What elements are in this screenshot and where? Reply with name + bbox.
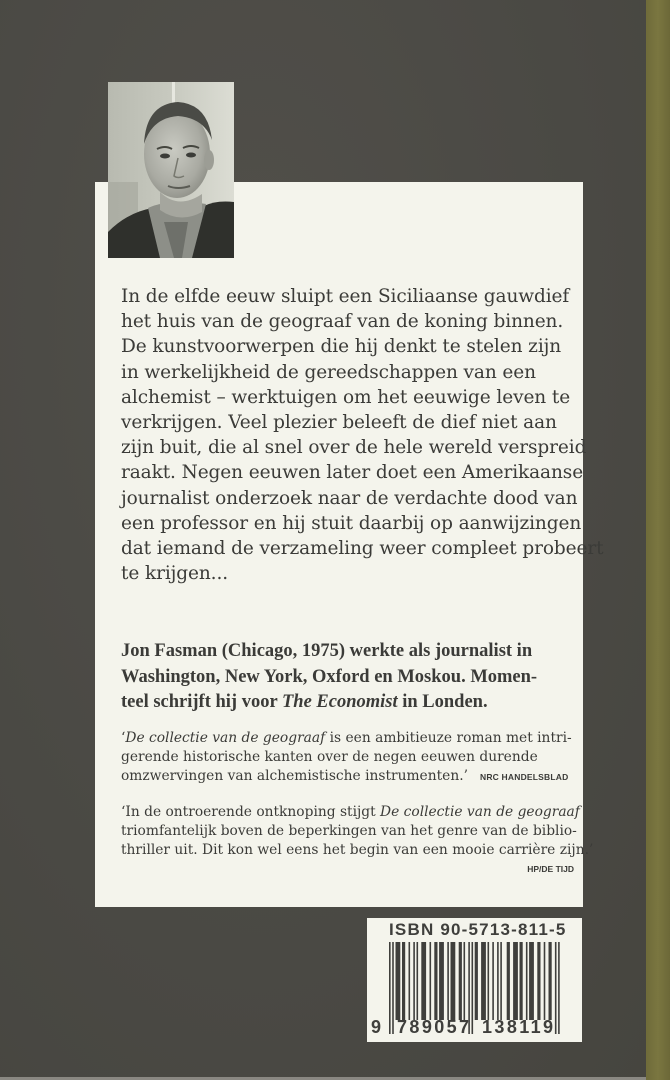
bio-line — [121, 690, 581, 716]
portrait-image — [108, 82, 234, 258]
quote-text: ‘In de ontroerende ontknoping stijgt — [121, 804, 381, 820]
synopsis-line: In de elfde eeuw sluipt een Siciliaanse gauwdief — [121, 286, 570, 307]
synopsis-line: in werkelijkheid de gereedschappen van een — [121, 361, 536, 383]
author-bio — [121, 639, 581, 716]
quote-line: gerende historische kanten over de negen eeuwen durende — [121, 749, 538, 766]
quote-text: omzwervingen van alchemistische instrumenten.’ — [121, 768, 468, 785]
bio-line: Jon Fasman (Chicago, 1975) werkte als journalist in — [121, 641, 533, 661]
quote-line: triomfantelijk boven de beperkingen van het genre van de biblio- — [121, 823, 577, 840]
quote-line: thriller uit. Dit kon wel eens het begin van een mooie carrière zijn.’ — [121, 842, 594, 859]
publication-name: The Economist — [281, 692, 398, 712]
review-quote-hp — [121, 803, 594, 861]
spine-edge-strip — [646, 0, 670, 1080]
book-title: De collectie van de geograaf — [125, 730, 326, 746]
synopsis-line: alchemist – werktuigen om het eeuwige leven te — [121, 386, 571, 408]
bio-text: in Londen. — [397, 692, 488, 712]
review-source: HP/DE TIJD — [527, 864, 574, 874]
synopsis-line: raakt. Negen eeuwen later doet een Amerikaanse — [121, 462, 584, 484]
synopsis-line: zijn buit, die al snel over de hele wereld verspreid — [121, 437, 587, 459]
synopsis-line: te krijgen... — [121, 563, 229, 585]
bio-text: teel schrijft hij voor — [121, 692, 282, 712]
synopsis-line: het huis van de geograaf van de koning binnen. — [121, 311, 564, 333]
synopsis-line: journalist onderzoek naar de verdachte dood van — [121, 487, 578, 509]
synopsis-line: verkrijgen. Veel plezier beleeft de dief niet aan — [121, 412, 557, 434]
quote-text: is een ambitieuze roman met intri- — [325, 730, 572, 746]
synopsis-line: een professor en hij stuit daarbij op aanwijzingen — [121, 512, 582, 534]
author-photo — [108, 82, 234, 258]
quote-mark: ‘ — [121, 730, 126, 746]
ean-left-digits: 789057 — [397, 1017, 472, 1037]
quote-line — [121, 803, 581, 822]
bio-line: Washington, New York, Oxford en Moskou. Momen- — [121, 666, 538, 687]
review-quote-nrc — [121, 729, 581, 788]
barcode-label — [367, 918, 582, 1042]
synopsis-line: dat iemand de verzameling weer compleet probeert — [121, 538, 604, 560]
isbn-number: ISBN 90-5713-811-5 — [389, 920, 567, 939]
review-source: NRC HANDELSBLAD — [479, 772, 569, 783]
ean-first-digit: 9 — [371, 1017, 384, 1037]
quote-line — [121, 767, 581, 787]
synopsis-line: De kunstvoorwerpen die hij denkt te stelen zijn — [121, 336, 562, 358]
ean-right-digits: 138119 — [482, 1017, 556, 1037]
book-title: De collectie van de geograaf — [380, 804, 580, 820]
quote-line — [121, 729, 581, 748]
book-synopsis — [121, 284, 604, 586]
